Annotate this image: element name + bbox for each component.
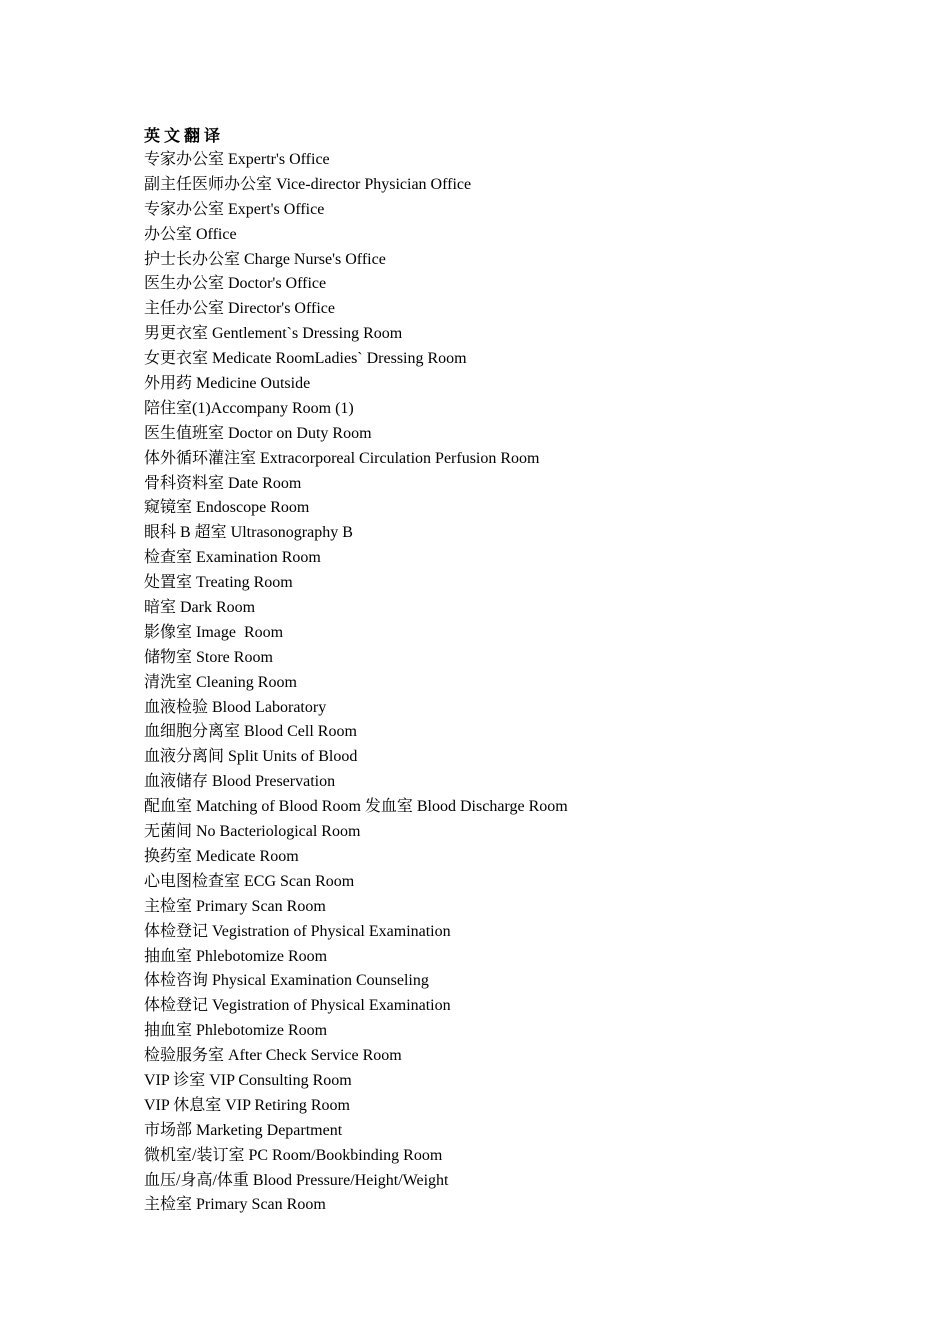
entry-line: 窥镜室 Endoscope Room <box>144 499 310 517</box>
entry-line: 体检登记 Vegistration of Physical Examination <box>144 997 451 1015</box>
entry-line: 医生值班室 Doctor on Duty Room <box>144 424 372 442</box>
entry-line: 副主任医师办公室 Vice-director Physician Office <box>144 175 472 193</box>
entry-list <box>144 148 844 1218</box>
entry-line: 陪住室(1)Accompany Room (1) <box>144 399 354 417</box>
entry-line: 体检登记 Vegistration of Physical Examination <box>144 922 451 940</box>
entry-line: 检查室 Examination Room <box>144 549 321 567</box>
entry-line: 无菌间 No Bacteriological Room <box>144 823 361 841</box>
entry-line: 处置室 Treating Room <box>144 574 293 592</box>
entry-line: 检验服务室 After Check Service Room <box>144 1047 402 1065</box>
entry-line: 影像室 Image Room <box>144 623 284 641</box>
entry-line: 外用药 Medicine Outside <box>144 375 311 393</box>
entry-line: 暗室 Dark Room <box>144 599 256 617</box>
entry-line: 女更衣室 Medicate RoomLadies` Dressing Room <box>144 350 467 368</box>
entry-line: 抽血室 Phlebotomize Room <box>144 947 328 965</box>
entry-line: 微机室/装订室 PC Room/Bookbinding Room <box>144 1146 443 1164</box>
entry-line: 眼科 B 超室 Ultrasonography B <box>144 524 353 542</box>
entry-line: 办公室 Office <box>144 225 237 243</box>
entry-line: 主检室 Primary Scan Room <box>144 897 326 915</box>
entry-line: 专家办公室 Expert's Office <box>144 200 325 218</box>
entry-line: 清洗室 Cleaning Room <box>144 673 297 691</box>
entry-line: 体检咨询 Physical Examination Counseling <box>144 972 429 990</box>
entry-line: 男更衣室 Gentlement`s Dressing Room <box>144 325 403 343</box>
entry-line: 储物室 Store Room <box>144 648 273 666</box>
entry-line: 主任办公室 Director's Office <box>144 300 335 318</box>
entry-line: 心电图检查室 ECG Scan Room <box>144 872 355 890</box>
entry-line: 换药室 Medicate Room <box>144 847 299 865</box>
entry-line: 主检室 Primary Scan Room <box>144 1196 326 1214</box>
entry-line: 护士长办公室 Charge Nurse's Office <box>144 250 386 268</box>
entry-line: 血压/身高/体重 Blood Pressure/Height/Weight <box>144 1171 449 1189</box>
entry-line: 血液储存 Blood Preservation <box>144 773 336 791</box>
entry-line: VIP 休息室 VIP Retiring Room <box>144 1096 350 1114</box>
entry-line: 专家办公室 Expertr's Office <box>144 151 330 168</box>
entry-line: 抽血室 Phlebotomize Room <box>144 1022 328 1040</box>
entry-line: 血细胞分离室 Blood Cell Room <box>144 723 357 741</box>
entry-line: 体外循环灌注室 Extracorporeal Circulation Perfusion Room <box>144 449 540 467</box>
entry-line: VIP 诊室 VIP Consulting Room <box>144 1071 352 1089</box>
entry-line: 配血室 Matching of Blood Room 发血室 Blood Discharge Room <box>144 798 568 816</box>
entry-line: 医生办公室 Doctor's Office <box>144 275 327 293</box>
entry-line: 血液检验 Blood Laboratory <box>144 698 327 716</box>
document-title: 英文翻译 <box>144 126 225 145</box>
entry-line: 骨科资料室 Date Room <box>144 474 302 492</box>
entry-line: 血液分离间 Split Units of Blood <box>144 748 358 766</box>
document-body <box>144 124 844 1218</box>
entry-line: 市场部 Marketing Department <box>144 1121 343 1139</box>
